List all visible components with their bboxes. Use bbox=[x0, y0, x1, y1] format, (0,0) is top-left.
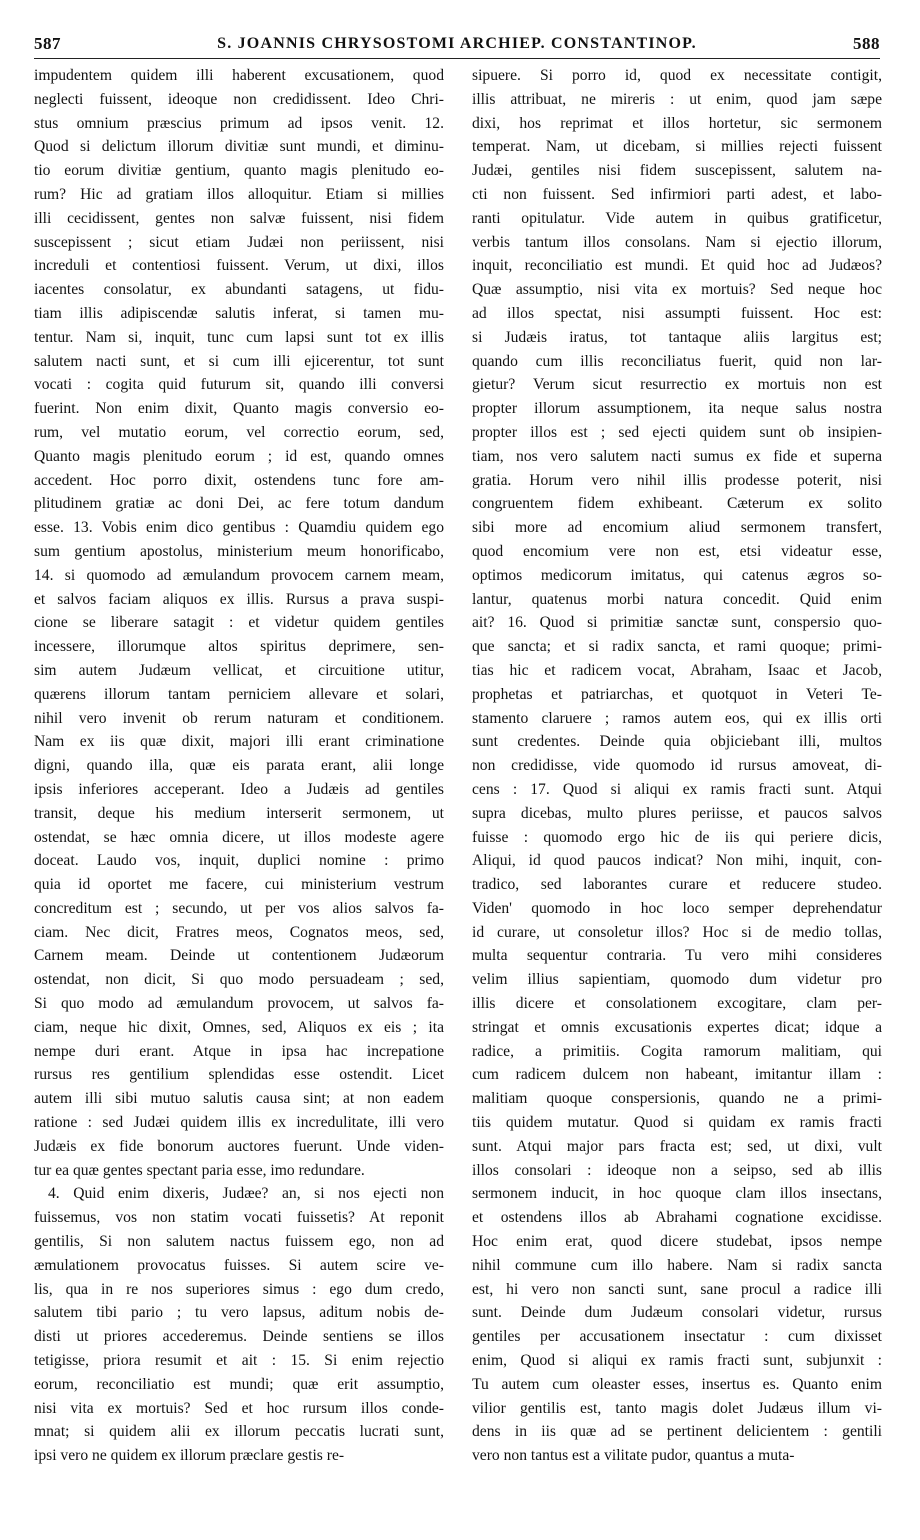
text-line: nempe duri erant. Atque in ipsa hac increpatione bbox=[34, 1042, 444, 1060]
text-line: ait? 16. Quod si primitiæ sanctæ sunt, conspersio quo- bbox=[472, 614, 882, 632]
text-line: dens in iis quæ ad se pertinent delicientem : gentili bbox=[472, 1423, 882, 1441]
text-line: prophetas et patriarchas, et quotquot in Veteri Te- bbox=[472, 685, 882, 703]
page-number-right: 588 bbox=[853, 34, 880, 53]
text-line: congruentem fidem exhibeant. Cæterum ex solito bbox=[472, 495, 882, 513]
text-line: ciam, neque hic dixit, Omnes, sed, Aliquos ex eis ; ita bbox=[34, 1018, 444, 1036]
text-line: nihil vero invenit ob rerum naturam et conditionem. bbox=[34, 709, 444, 727]
text-line: inquit, reconciliatio est mundi. Et quid hoc ad Judæos? bbox=[472, 257, 882, 275]
text-line: ostendat, non dicit, Si quo modo persuadeam ; sed, bbox=[34, 971, 444, 989]
text-line: increduli et contentiosi fuissent. Verum, ut dixi, illos bbox=[34, 257, 444, 275]
text-line: tur ea quæ gentes spectant paria esse, imo redundare. bbox=[34, 1161, 365, 1179]
text-line: si Judæis iratus, tot tantaque aliis largitus est; bbox=[472, 328, 882, 346]
text-line: gentiles per accusationem insectatur : cum dixisset bbox=[472, 1328, 882, 1346]
text-line: verbis tantum illos consolans. Nam si ejectio illorum, bbox=[472, 233, 882, 251]
text-line: tetigisse, priora resumit et ait : 15. Si enim rejectio bbox=[34, 1352, 444, 1370]
text-line: optimos medicorum imitatus, qui catenus ægros so- bbox=[472, 566, 882, 584]
text-line: Aliqui, id quod paucos indicat? Non mihi, inquit, con- bbox=[472, 852, 882, 870]
text-line: enim, Quod si aliqui ex ramis fracti sunt, subjunxit : bbox=[472, 1352, 882, 1370]
text-line: sermonem inducit, in hoc quoque clam illos insectans, bbox=[472, 1185, 882, 1203]
text-line: fuisse : quomodo ergo hic de iis qui periere dicis, bbox=[472, 828, 882, 846]
text-line: disti ut priores accederemus. Deinde sentiens se illos bbox=[34, 1328, 444, 1346]
text-line: lantur, quatenus morbi natura concedit. Quid enim bbox=[472, 590, 882, 608]
text-line: stamento claruere ; ramos autem eos, qui ex illis orti bbox=[472, 709, 882, 727]
text-line: temperat. Nam, ut dicebam, si millies rejecti fuissent bbox=[472, 138, 882, 156]
text-line: tiam illis adipiscendæ salutis inferat, si tamen mu- bbox=[34, 304, 444, 322]
text-line: stus omnium præscius primum ad ipsos venit. 12. bbox=[34, 114, 444, 132]
text-line: sunt. Atqui major pars fracta est; sed, ut dixi, vult bbox=[472, 1137, 882, 1155]
text-line: id curare, ut consoletur illos? Hoc si de medio tollas, bbox=[472, 923, 882, 941]
text-line: vero non tantus est a vilitate pudor, quantus a muta- bbox=[472, 1447, 795, 1465]
text-line: tiis quidem mutatur. Quod si quidam ex ramis fracti bbox=[472, 1114, 882, 1132]
text-line: Carnem meam. Deinde ut contentionem Judæorum bbox=[34, 947, 444, 965]
text-line: Quanto magis plenitudo eorum ; id est, quando omnes bbox=[34, 447, 444, 465]
text-line: ipsis inferiores acceperant. Ideo a Judæis ad gentiles bbox=[34, 780, 444, 798]
text-line: stringat et omnis excusationis expertes dicat; idque a bbox=[472, 1018, 882, 1036]
text-line: est, hi vero non sancti sunt, sane procul a radice illi bbox=[472, 1280, 882, 1298]
text-line: gentilis, Si non salutem nactus fuissem ego, non ad bbox=[34, 1233, 444, 1251]
text-line: sipuere. Si porro id, quod ex necessitate contigit, bbox=[472, 67, 882, 84]
text-line: vocati : cogita quid futurum sit, quando illi conversi bbox=[34, 376, 444, 394]
text-line: autem illi sibi mutuo salutis causa sint; at non eadem bbox=[34, 1090, 444, 1108]
text-line: ad illos spectat, nisi assumpti fuissent. Hoc est: bbox=[472, 304, 882, 322]
text-line: 14. si quomodo ad æmulandum provocem carnem meam, bbox=[34, 566, 444, 584]
text-line: cti non fuissent. Sed infirmiori parti adest, et labo- bbox=[472, 185, 882, 203]
text-line: rum? Hic ad gratiam illos alloquitur. Etiam si millies bbox=[34, 185, 444, 203]
text-line: tio eorum divitiæ gentium, quanto magis plenitudo eo- bbox=[34, 162, 444, 180]
text-line: ipsi vero ne quidem ex illorum præclare gestis re- bbox=[34, 1447, 345, 1465]
text-line: non credidisse, vide quomodo id rursus amoveat, di- bbox=[472, 757, 882, 775]
text-line: sunt credentes. Deinde quia objiciebant illi, multos bbox=[472, 733, 882, 751]
text-line: lis, qua in re nos superiores simus : ego dum credo, bbox=[34, 1280, 444, 1298]
text-line: quod encomium vere non est, etsi videatur esse, bbox=[472, 542, 882, 560]
text-line: ciam. Nec dicit, Fratres meos, Cognatos meos, sed, bbox=[34, 923, 444, 941]
text-line: tias hic et radicem vocat, Abraham, Isaac et Jacob, bbox=[472, 661, 882, 679]
text-line: iacentes consolatur, ex abundanti satagens, ut fidu- bbox=[34, 281, 444, 299]
text-line: sibi more ad encomium aliud sermonem transfert, bbox=[472, 519, 882, 537]
text-line: Judæis ex fide bonorum auctores fuerunt. Unde viden- bbox=[34, 1137, 444, 1155]
text-line: nihil commune cum illo habere. Nam si radix sancta bbox=[472, 1256, 882, 1274]
text-line: et salvos faciam aliquos ex illis. Rursus a prava suspi- bbox=[34, 590, 444, 608]
text-line: plitudinem gratiæ ac doni Dei, ac fere totum dandum bbox=[34, 495, 444, 513]
text-line: suscepissent ; sicut etiam Judæi non periissent, nisi bbox=[34, 233, 444, 251]
running-title: S. JOANNIS CHRYSOSTOMI ARCHIEP. CONSTANTINOP. bbox=[217, 35, 697, 52]
text-line: sim autem Judæum vellicat, et circuitione utitur, bbox=[34, 661, 444, 679]
text-line: Si quo modo ad æmulandum provocem, ut salvos fa- bbox=[34, 995, 444, 1013]
text-line: Tu autem cum oleaster esses, insertus es. Quanto enim bbox=[472, 1375, 882, 1393]
text-line: vilior gentilis est, tanto magis dolet Judæus illum vi- bbox=[472, 1399, 882, 1417]
text-line: sunt. Deinde dum Judæum consolari videtur, rursus bbox=[472, 1304, 882, 1322]
page-number-left: 587 bbox=[34, 34, 61, 53]
text-line: transit, deque his medium interserit sermonem, ut bbox=[34, 804, 444, 822]
text-line: cione se liberare satagit : et videtur quidem gentiles bbox=[34, 614, 444, 632]
text-line: concreditum est ; secundo, ut per vos alios salvos fa- bbox=[34, 899, 444, 917]
text-line: rum, vel mutatio eorum, vel correctio eorum, sed, bbox=[34, 423, 444, 441]
text-line: illi cecidissent, gentes non salvæ fuissent, nisi fidem bbox=[34, 209, 444, 227]
text-line: neglecti fuissent, ideoque non credidissent. Ideo Chri- bbox=[34, 90, 444, 108]
text-line: nisi vita ex mortuis? Sed et hoc rursum illos conde- bbox=[34, 1399, 444, 1417]
text-line: Quæ assumptio, nisi vita ex mortuis? Sed neque hoc bbox=[472, 281, 882, 299]
text-line: ranti opitulatur. Vide autem in quibus gratificetur, bbox=[472, 209, 882, 227]
text-line: radice, a primitiis. Cogita ramorum malitiam, qui bbox=[472, 1042, 882, 1060]
text-line: rursus res gentilium splendidas esse ostendit. Licet bbox=[34, 1066, 444, 1084]
text-line: fuissemus, vos non statim vocati fuissetis? At reponit bbox=[34, 1209, 444, 1227]
text-line: gietur? Verum sicut resurrectio ex mortuis non est bbox=[472, 376, 882, 394]
text-line: salutem tibi pario ; tu vero lapsus, aditum nobis de- bbox=[34, 1304, 444, 1322]
right-column bbox=[472, 64, 882, 1534]
text-line: quærens illorum tantam perniciem allevare et solari, bbox=[34, 685, 444, 703]
text-line: gratia. Horum vero nihil illis prodesse poterit, nisi bbox=[472, 471, 882, 489]
text-line: ratione : sed Judæi quidem illis ex incredulitate, illi vero bbox=[34, 1114, 444, 1132]
text-line: supra dicebas, multo plures periisse, et paucos salvos bbox=[472, 804, 882, 822]
text-line: digni, quando illa, quæ eis parata erant, alii longe bbox=[34, 757, 444, 775]
text-line: Nam ex iis quæ dixit, majori illi erant criminatione bbox=[34, 733, 444, 751]
text-line: velim illius sapientiam, quomodo dum videtur pro bbox=[472, 971, 882, 989]
text-line: tiam, nos vero salutem nacti sumus ex fide et superna bbox=[472, 447, 882, 465]
text-line: propter illos est ; sed ejecti quidem sunt ob insipien- bbox=[472, 423, 882, 441]
text-line: illos consolari : ideoque non a seipso, sed ab illis bbox=[472, 1161, 882, 1179]
text-line: ostendat, se hæc omnia dicere, ut illos modeste agere bbox=[34, 828, 444, 846]
page-header bbox=[34, 34, 880, 59]
text-line: Judæi, gentiles nisi fidem suscepissent, salutem na- bbox=[472, 162, 882, 180]
text-line: 4. Quid enim dixeris, Judæe? an, si nos ejecti non bbox=[48, 1185, 444, 1203]
text-line: que sancta; et si radix sancta, et rami quoque; primi- bbox=[472, 638, 882, 656]
text-line: dixi, hos reprimat et illos hortetur, sic sermonem bbox=[472, 114, 882, 132]
text-line: multa sequentur contraria. Tu vero mihi consideres bbox=[472, 947, 882, 965]
text-line: fuerint. Non enim dixit, Quanto magis conversio eo- bbox=[34, 400, 444, 418]
text-line: mnat; si quidem alii ex illorum peccatis lucrati sunt, bbox=[34, 1423, 444, 1441]
text-line: tentur. Nam si, inquit, tunc cum lapsi sunt tot ex illis bbox=[34, 328, 444, 346]
text-line: malitiam quoque conspersionis, quando ne a primi- bbox=[472, 1090, 882, 1108]
text-line: eorum, reconciliatio est mundi; quæ erit assumptio, bbox=[34, 1375, 444, 1393]
text-line: incessere, illorumque altos spiritus deprimere, sen- bbox=[34, 638, 444, 656]
text-line: sum gentium apostolus, ministerium meum honorificabo, bbox=[34, 542, 444, 560]
text-line: doceat. Laudo vos, inquit, duplici nomine : primo bbox=[34, 852, 444, 870]
left-column bbox=[34, 64, 444, 1534]
text-line: illis attribuat, ne mireris : ut enim, quod jam sæpe bbox=[472, 90, 882, 108]
text-line: æmulationem provocatus fuisses. Si autem scire ve- bbox=[34, 1256, 444, 1274]
text-line: tradico, sed laborantes curare et reducere studeo. bbox=[472, 876, 882, 894]
text-line: esse. 13. Vobis enim dico gentibus : Quamdiu quidem ego bbox=[34, 519, 444, 537]
text-line: quando cum illis reconciliatus fuerit, quid non lar- bbox=[472, 352, 882, 370]
text-line: Hoc enim erat, quod dicere studebat, ipsos nempe bbox=[472, 1233, 882, 1251]
text-line: cens : 17. Quod si aliqui ex ramis fracti sunt. Atqui bbox=[472, 780, 882, 798]
text-line: Quod si delictum illorum divitiæ sunt mundi, et diminu- bbox=[34, 138, 444, 156]
text-line: salutem nacti sunt, et si cum illi ejicerentur, tot sunt bbox=[34, 352, 444, 370]
text-line: et ostendens illos ab Abrahami cognatione excidisse. bbox=[472, 1209, 882, 1227]
text-line: quia id oportet me facere, cui ministerium vestrum bbox=[34, 876, 444, 894]
text-line: Viden' quomodo in hoc loco semper deprehendatur bbox=[472, 899, 882, 917]
text-line: illis dicere et consolationem excogitare, clam per- bbox=[472, 995, 882, 1013]
text-line: propter illorum assumptionem, ita neque salus nostra bbox=[472, 400, 882, 418]
text-line: accedent. Hoc porro dixit, ostendens tunc fore am- bbox=[34, 471, 444, 489]
text-line: cum radicem dulcem non habeant, imitantur illam : bbox=[472, 1066, 882, 1084]
text-line: impudentem quidem illi haberent excusationem, quod bbox=[34, 67, 444, 84]
